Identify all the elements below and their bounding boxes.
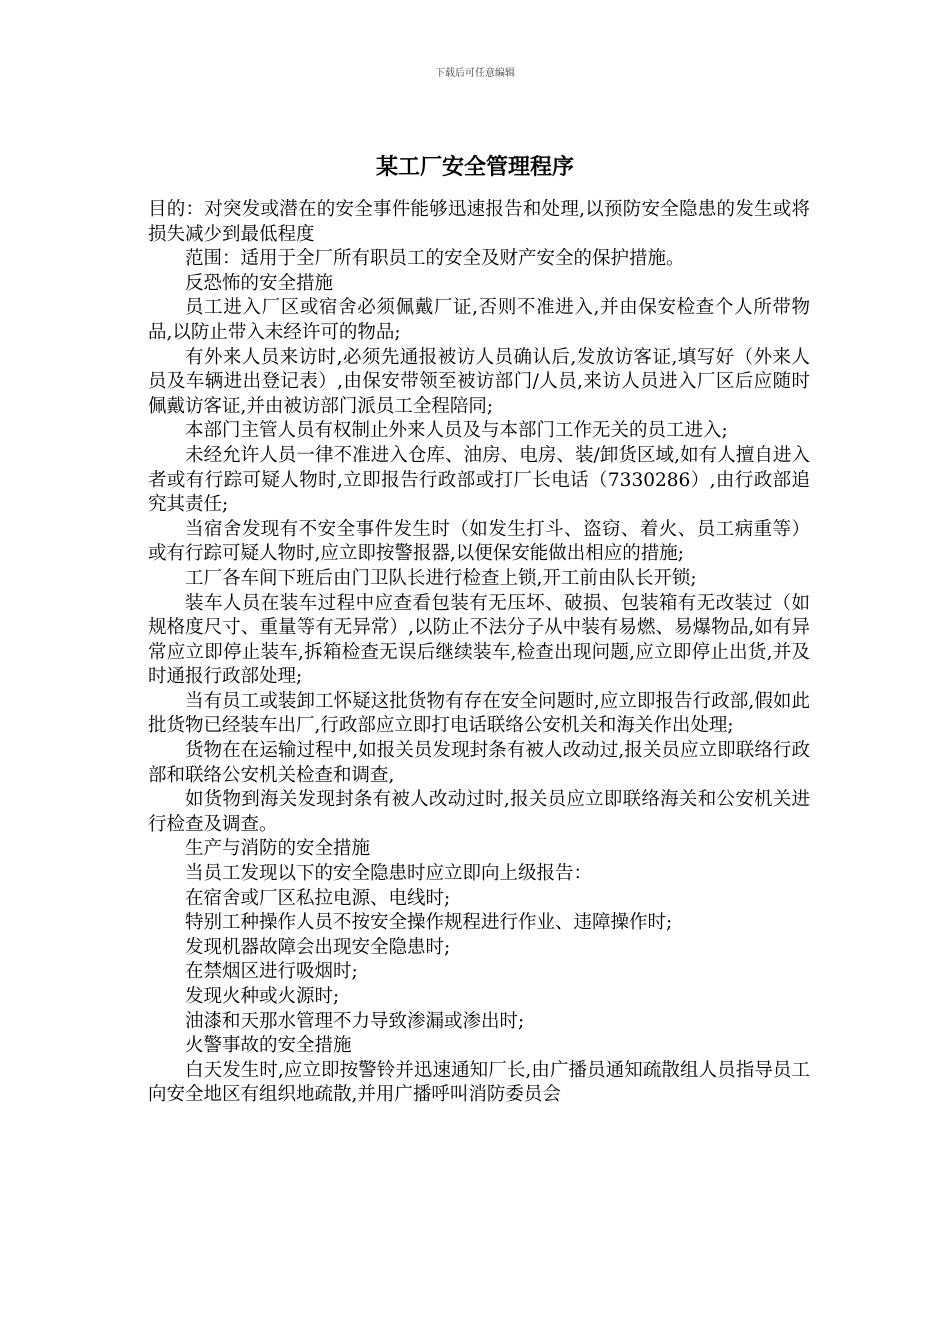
paragraph: 当宿舍发现有不安全事件发生时（如发生打斗、盗窃、着火、员工病重等）或有行踪可疑人物时,应立即按警报器,以便保安能做出相应的措施; <box>148 518 810 565</box>
list-item: 在禁烟区进行吸烟时; <box>185 961 358 983</box>
list-item: 油漆和天那水管理不力导致渗漏或渗出时; <box>185 1010 525 1032</box>
section-heading-production-fire: 生产与消防的安全措施 <box>185 838 371 860</box>
paragraph-purpose: 目的：对突发或潜在的安全事件能够迅速报告和处理,以预防安全隐患的发生或将损失减少到最低程度 <box>148 199 810 245</box>
section-heading-fire-alarm: 火警事故的安全措施 <box>185 1035 352 1057</box>
paragraph: 装车人员在装车过程中应查看包装有无压坏、破损、包装箱有无改装过（如规格度尺寸、重量等有无异常）,以防止不法分子从中装有易燃、易爆物品,如有异常应立即停止装车,拆箱检查无误后继续装车,检查出现问题,应立即停止出货,并及时通报行政部处理; <box>148 592 810 688</box>
list-item: 发现机器故障会出现安全隐患时; <box>185 936 451 958</box>
paragraph: 员工进入厂区或宿舍必须佩戴厂证,否则不准进入,并由保安检查个人所带物品,以防止带入未经许可的物品; <box>148 297 810 343</box>
list-item: 发现火种或火源时; <box>185 986 340 1007</box>
paragraph: 本部门主管人员有权制止外来人员及与本部门工作无关的员工进入; <box>185 420 728 442</box>
section-heading-anti-terror: 反恐怖的安全措施 <box>185 272 334 294</box>
paragraph: 工厂各车间下班后由门卫队长进行检查上锁,开工前由队长开锁; <box>185 567 697 589</box>
paragraph: 当员工发现以下的安全隐患时应立即向上级报告： <box>185 863 593 885</box>
paragraph: 当有员工或装卸工怀疑这批货物有存在安全问题时,应立即报告行政部,假如此批货物已经装车出厂,行政部应立即打电话联络公安机关和海关作出处理; <box>148 690 810 737</box>
paragraph-scope: 范围：适用于全厂所有职员工的安全及财产安全的保护措施。 <box>185 248 685 270</box>
paragraph: 如货物到海关发现封条有被人改动过时,报关员应立即联络海关和公安机关进行检查及调查。 <box>148 789 810 835</box>
document-body <box>148 198 810 1108</box>
paragraph: 白天发生时,应立即按警铃并迅速通知厂长,由广播员通知疏散组人员指导员工向安全地区有组织地疏散,并用广播呼叫消防委员会 <box>148 1059 810 1106</box>
list-item: 在宿舍或厂区私拉电源、电线时; <box>185 887 451 909</box>
paragraph: 有外来人员来访时,必须先通报被访人员确认后,发放访客证,填写好（外来人员及车辆进出登记表）,由保安带领至被访部门/人员,来访人员进入厂区后应随时佩戴访客证,并由被访部门派员工全程陪同; <box>148 346 810 417</box>
paragraph: 未经允许人员一律不准进入仓库、油房、电房、装/卸货区域,如有人擅自进入者或有行踪可疑人物时,立即报告行政部或打厂长电话（7330286）,由行政部追究其责任; <box>148 444 810 516</box>
document-title: 某工厂安全管理程序 <box>375 154 574 180</box>
list-item: 特别工种操作人员不按安全操作规程进行作业、违障操作时; <box>185 912 673 934</box>
header-note: 下载后可任意编辑 <box>435 68 515 79</box>
paragraph: 货物在在运输过程中,如报关员发现封条有被人改动过,报关员应立即联络行政部和联络公安机关检查和调查, <box>148 740 810 786</box>
